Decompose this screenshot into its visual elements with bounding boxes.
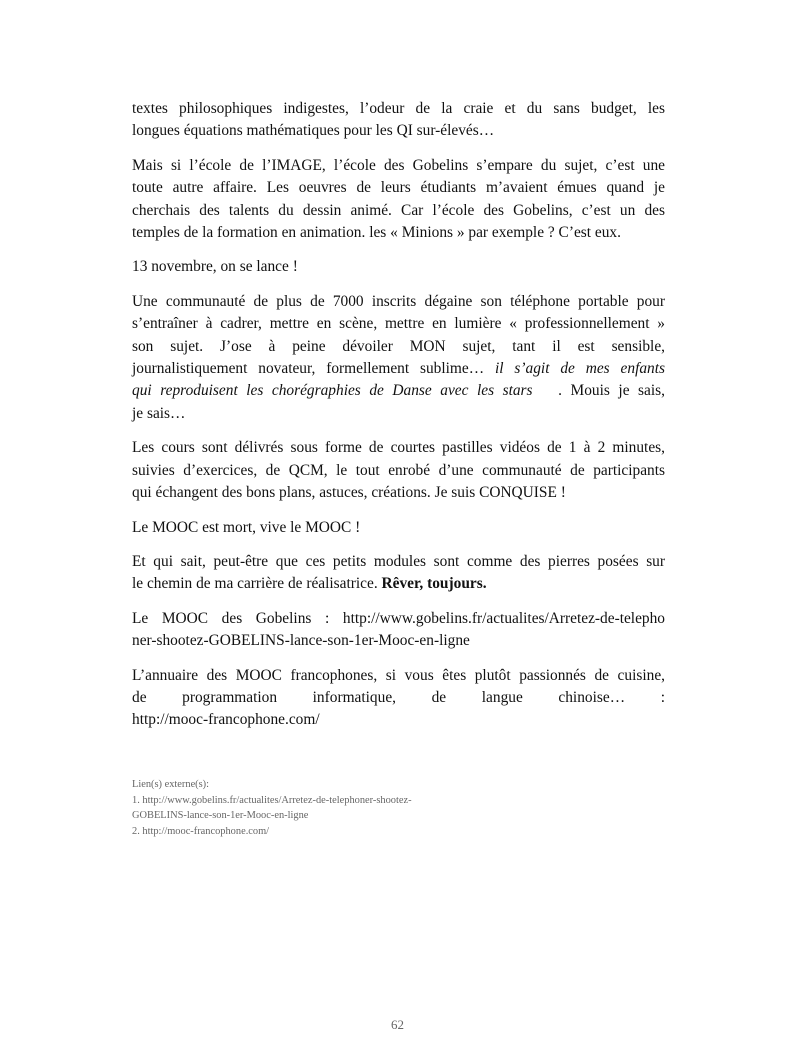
paragraph-4 [132,291,665,425]
paragraph-1-line-2: longues équations mathématiques pour les QI sur-élevés… [132,122,495,140]
article-body [132,98,665,744]
paragraph-2-line-3: cherchais des talents du dessin animé. Car l’école des Gobelins, c’est un des [132,201,665,219]
notes-link-2: 2. http://mooc-francophone.com/ [132,825,270,837]
paragraph-8-line-1: Le MOOC des Gobelins : http://www.gobelins.fr/actualites/Arretez-de-telepho [132,609,665,627]
external-links-notes [132,777,552,839]
notes-heading: Lien(s) externe(s): [132,779,210,790]
paragraph-4-line-5 [132,380,665,402]
paragraph-7-line-2-text: le chemin de ma carrière de réalisatrice. [132,575,378,593]
paragraph-4-line-5-italic: qui reproduisent les chorégraphies de Danse avec les stars [132,382,533,400]
notes-link-1-line-2: GOBELINS-lance-son-1er-Mooc-en-ligne [132,810,309,822]
paragraph-4-line-4-italic: il s’agit de mes enfants [495,360,665,378]
page-number: 62 [391,1017,404,1032]
paragraph-4-line-3: son sujet. J’ose à peine dévoiler MON sujet, tant il est sensible, [132,337,665,355]
paragraph-4-line-4 [132,358,665,380]
paragraph-5 [132,437,665,504]
paragraph-3: 13 novembre, on se lance ! [132,258,298,276]
paragraph-9-line-1: L’annuaire des MOOC francophones, si vous êtes plutôt passionnés de cuisine, [132,666,665,684]
paragraph-7-bold-text: Rêver, toujours. [381,575,487,593]
paragraph-4-line-1: Une communauté de plus de 7000 inscrits dégaine son téléphone portable pour [132,292,665,310]
paragraph-4-line-5-text: . Mouis je sais, [558,382,665,400]
paragraph-8-line-2: ner-shootez-GOBELINS-lance-son-1er-Mooc-en-ligne [132,632,470,650]
paragraph-5-line-2: suivies d’exercices, de QCM, le tout enrobé d’une communauté de participants [132,461,665,479]
paragraph-6: Le MOOC est mort, vive le MOOC ! [132,518,361,536]
paragraph-2-line-4: temples de la formation en animation. les « Minions » par exemple ? C’est eux. [132,224,621,242]
paragraph-5-line-1: Les cours sont délivrés sous forme de courtes pastilles vidéos de 1 à 2 minutes, [132,439,665,457]
paragraph-2-line-2: toute autre affaire. Les oeuvres de leurs étudiants m’avaient émues quand je [132,179,665,197]
paragraph-7 [132,551,665,596]
paragraph-4-line-2: s’entraîner à cadrer, mettre en scène, mettre en lumière « professionnellement » [132,315,665,333]
paragraph-4-line-4-text: journalistiquement novateur, formellement sublime… [132,360,485,378]
paragraph-4-line-6: je sais… [132,404,186,422]
paragraph-9 [132,665,665,732]
paragraph-9-line-3: http://mooc-francophone.com/ [132,711,320,729]
paragraph-2 [132,155,665,245]
paragraph-7-line-1: Et qui sait, peut-être que ces petits modules sont comme des pierres posées sur [132,552,665,570]
paragraph-5-line-3: qui échangent des bons plans, astuces, créations. Je suis CONQUISE ! [132,484,566,502]
paragraph-7-line-2 [132,573,665,595]
paragraph-2-line-1: Mais si l’école de l’IMAGE, l’école des Gobelins s’empare du sujet, c’est une [132,156,665,174]
notes-link-1-line-1: 1. http://www.gobelins.fr/actualites/Arretez-de-telephoner-shootez- [132,794,412,806]
paragraph-8 [132,608,665,653]
paragraph-1-line-1: textes philosophiques indigestes, l’odeur de la craie et du sans budget, les [132,100,665,117]
paragraph-1 [132,98,665,143]
paragraph-9-line-2: de programmation informatique, de langue chinoise… : [132,688,665,706]
